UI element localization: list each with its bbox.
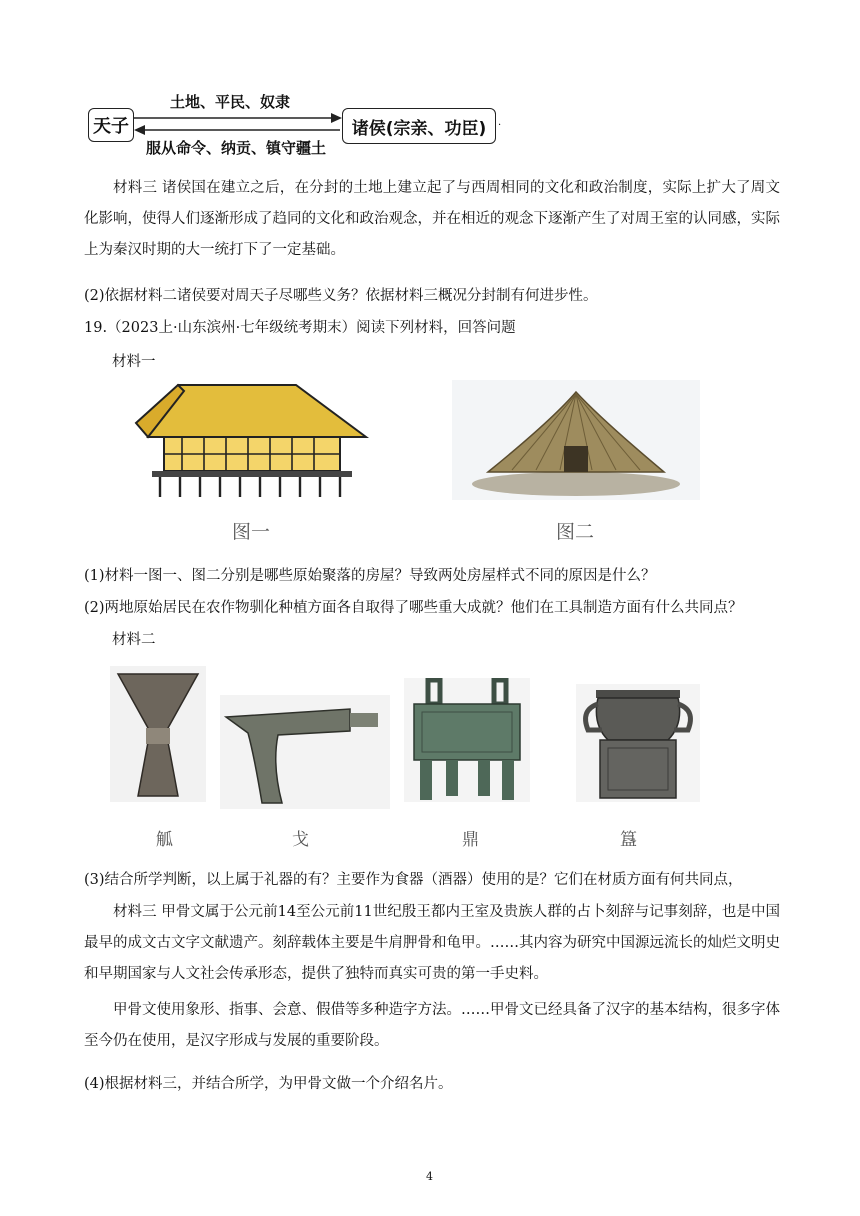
material2-label: 材料二 [112, 632, 156, 648]
zhuhou-label: 诸侯(宗亲、功臣) [351, 118, 487, 139]
question-18-2: (2)依据材料二诸侯要对周天子尽哪些义务？依据材料三概况分封制有何进步性。 [84, 288, 598, 304]
gui-caption: 簋 [620, 830, 637, 850]
material3-paragraph-2: 甲骨文使用象形、指事、会意、假借等多种造字方法。……甲骨文已经具备了汉字的基本结构，很多字体至今仍在使用，是汉字形成与发展的重要阶段。 [84, 1002, 780, 1049]
material3-paragraph-1: 材料三 甲骨文属于公元前14至公元前11世纪殷王都内王室及贵族人群的占卜刻辞与记事刻辞，也是中国最早的成文古文字文献遗产。刻辞载体主要是牛肩胛骨和龟甲。……其内容为研究中国源远流长的灿烂文明史和早期国家与人文社会传承形态，提供了独特而真实可贵的第一手史料。 [84, 904, 780, 982]
question-19-3: (3)结合所学判断，以上属于礼器的有？主要作为食器（酒器）使用的是？它们在材质方面有何共同点， [84, 872, 743, 888]
tianzi-label: 天子 [93, 116, 129, 137]
material1-label: 材料一 [112, 354, 156, 370]
question-19-1: (1)材料一图一、图二分别是哪些原始聚落的房屋？导致两处房屋样式不同的原因是什么？ [84, 568, 656, 584]
gu-caption: 觚 [156, 830, 173, 850]
figure-1-caption: 图一 [232, 521, 271, 543]
page-number: 4 [426, 1170, 433, 1183]
gui-vessel-image [576, 684, 700, 802]
question-19-2: (2)两地原始居民在农作物驯化种植方面各自取得了哪些重大成就？他们在工具制造方面有什么共同点？ [84, 600, 743, 616]
stilt-house-image [126, 375, 376, 500]
ding-caption: 鼎 [462, 830, 479, 850]
ge-caption: 戈 [292, 830, 309, 850]
ding-vessel-image [404, 678, 530, 802]
question-19-header: 19.（2023上·山东滨州·七年级统考期末）阅读下列材料，回答问题 [84, 320, 516, 336]
diagram-bottom-label: 服从命令、纳贡、镇守疆土 [146, 139, 327, 157]
gu-vessel-image [110, 666, 206, 802]
figure-2-caption: 图二 [556, 521, 595, 543]
diagram-top-label: 土地、平民、奴隶 [170, 93, 291, 111]
ge-weapon-image [220, 695, 390, 809]
tianzi-box [88, 108, 134, 142]
material3-q18-paragraph: 材料三 诸侯国在建立之后，在分封的土地上建立起了与西周相同的文化和政治制度，实际上扩大了周文化影响，使得人们逐渐形成了趋同的文化和政治观念，并在相近的观念下逐渐产生了对周王室的认同感，实际上为秦汉时期的大一统打下了一定基础。 [84, 180, 780, 258]
question-19-4: (4)根据材料三，并结合所学，为甲骨文做一个介绍名片。 [84, 1076, 453, 1092]
semi-subterranean-house-image [452, 380, 700, 500]
diagram-dot: · [498, 120, 502, 131]
zhuhou-box [342, 108, 496, 144]
